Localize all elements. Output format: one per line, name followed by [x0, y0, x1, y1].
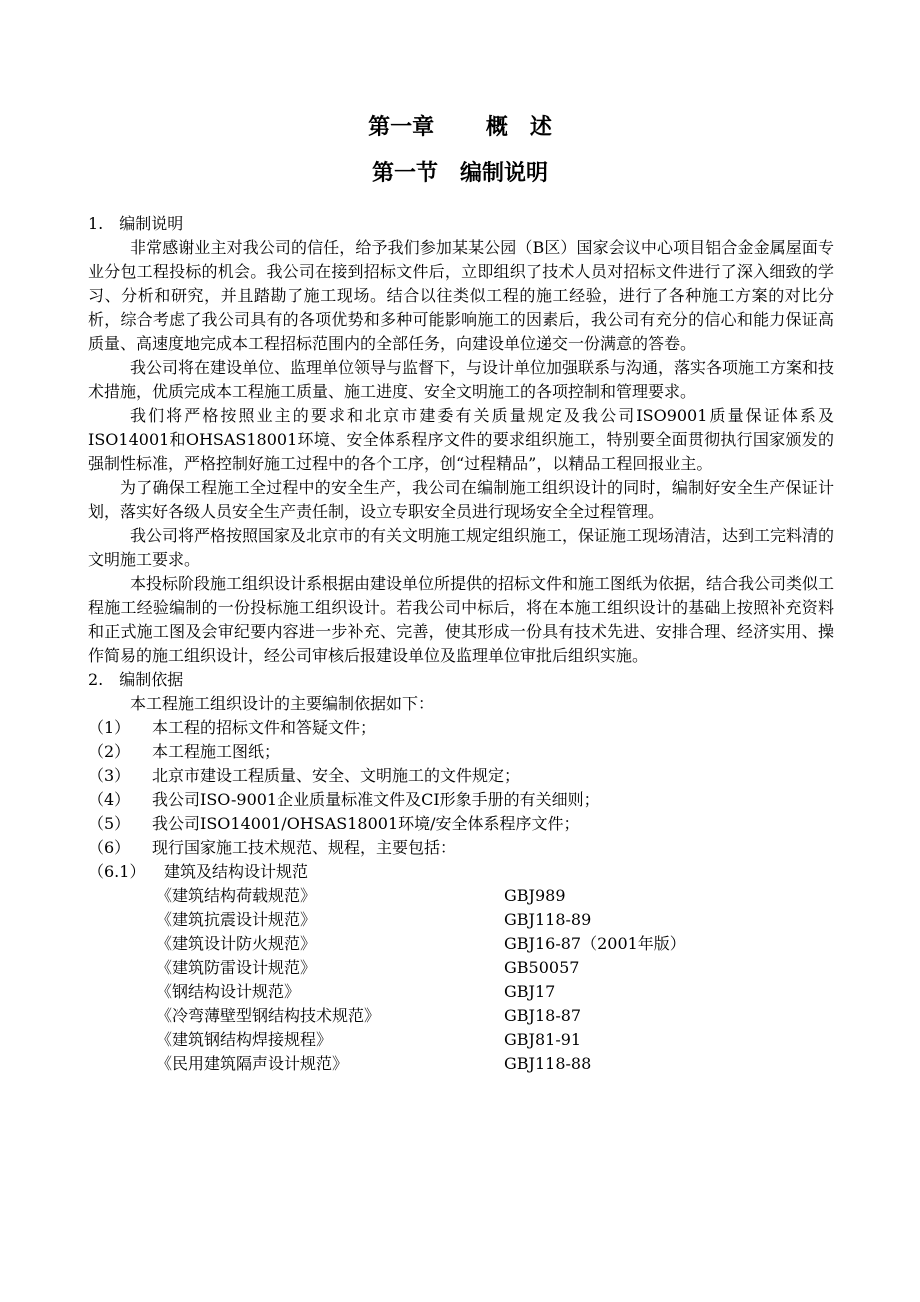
sub-heading-number: （6.1）: [88, 862, 146, 881]
spec-row: [88, 932, 834, 956]
list-item-number: （4）: [88, 790, 131, 809]
spec-name: 《建筑防雷设计规范》: [156, 958, 317, 977]
list-item: [88, 836, 834, 860]
paragraph: 我们将严格按照业主的要求和北京市建委有关质量规定及我公司ISO9001质量保证体系及ISO14001和OHSAS18001环境、安全体系程序文件的要求组织施工，特别要全面贯彻执行国家颁发的强制性标准，严格控制好施工过程中的各个工序，创“过程精品”，以精品工程回报业主。: [88, 406, 834, 473]
spec-name: 《建筑设计防火规范》: [156, 934, 317, 953]
list-item-text: 本工程施工图纸；: [152, 742, 281, 761]
section-heading-1: 1. 编制说明: [88, 214, 184, 233]
paragraph: 非常感谢业主对我公司的信任，给予我们参加某某公园（B区）国家会议中心项目铝合金金属屋面专业分包工程投标的机会。我公司在接到招标文件后，立即组织了技术人员对招标文件进行了深入细致的学习、分析和研究，并且踏勘了施工现场。结合以往类似工程的施工经验，进行了各种施工方案的对比分析，综合考虑了我公司具有的各项优势和多种可能影响施工的因素后，我公司有充分的信心和能力保证高质量、高速度地完成本工程招标范围内的全部任务，向建设单位递交一份满意的答卷。: [88, 238, 834, 353]
paragraph: 为了确保工程施工全过程中的安全生产，我公司在编制施工组织设计的同时，编制好安全生产保证计划，落实好各级人员安全生产责任制，设立专职安全员进行现场安全全过程管理。: [88, 478, 834, 521]
list-item-text: 北京市建设工程质量、安全、文明施工的文件规定；: [152, 766, 521, 785]
list-item-number: （1）: [88, 718, 131, 737]
list-item: [88, 764, 834, 788]
spec-code: GBJ18-87: [504, 1006, 582, 1025]
spec-row: [88, 1028, 834, 1052]
list-item-number: （5）: [88, 814, 131, 833]
sub-heading: [88, 860, 834, 884]
paragraph: 我公司将在建设单位、监理单位领导与监督下，与设计单位加强联系与沟通，落实各项施工方案和技术措施，优质完成本工程施工质量、施工进度、安全文明施工的各项控制和管理要求。: [88, 358, 835, 401]
spec-code: GBJ81-91: [504, 1030, 582, 1049]
spec-name: 《冷弯薄壁型钢结构技术规范》: [156, 1006, 381, 1025]
list-item-text: 我公司ISO14001/OHSAS18001环境/安全体系程序文件；: [152, 814, 580, 833]
paragraph: 我公司将严格按照国家及北京市的有关文明施工规定组织施工，保证施工现场清洁，达到工完料清的文明施工要求。: [88, 526, 835, 569]
spec-name: 《钢结构设计规范》: [156, 982, 301, 1001]
list-item: [88, 812, 834, 836]
spec-name: 《建筑结构荷载规范》: [156, 886, 317, 905]
list-item-text: 现行国家施工技术规范、规程，主要包括：: [152, 838, 457, 857]
spec-name: 《建筑钢结构焊接规程》: [156, 1030, 333, 1049]
list-item-number: （6）: [88, 838, 131, 857]
chapter-title: 第一章 概 述: [368, 114, 552, 140]
spec-code: GBJ989: [504, 886, 566, 905]
spec-name: 《建筑抗震设计规范》: [156, 910, 317, 929]
spec-row: [88, 1004, 834, 1028]
spec-code: GB50057: [504, 958, 580, 977]
list-item-number: （2）: [88, 742, 131, 761]
section-title: 第一节 编制说明: [371, 160, 548, 186]
spec-row: [88, 908, 834, 932]
spec-name: 《民用建筑隔声设计规范》: [156, 1054, 349, 1073]
section-heading-2: 2. 编制依据: [88, 670, 184, 689]
list-item-text: 我公司ISO-9001企业质量标准文件及CI形象手册的有关细则；: [152, 790, 600, 809]
spec-code: GBJ16-87（2001年版）: [504, 934, 686, 953]
spec-row: [88, 1052, 834, 1076]
spec-code: GBJ118-88: [504, 1054, 592, 1073]
document-body: [88, 212, 834, 1076]
list-item-text: 本工程的招标文件和答疑文件；: [152, 718, 377, 737]
list-item: [88, 788, 834, 812]
spec-row: [88, 956, 834, 980]
paragraph: 本工程施工组织设计的主要编制依据如下：: [130, 694, 435, 713]
list-item: [88, 716, 834, 740]
spec-row: [88, 980, 834, 1004]
spec-code: GBJ118-89: [504, 910, 592, 929]
spec-code: GBJ17: [504, 982, 556, 1001]
paragraph: 本投标阶段施工组织设计系根据由建设单位所提供的招标文件和施工图纸为依据，结合我公司类似工程施工经验编制的一份投标施工组织设计。若我公司中标后，将在本施工组织设计的基础上按照补充资料和正式施工图及会审纪要内容进一步补充、完善，使其形成一份具有技术先进、安排合理、经济实用、操作简易的施工组织设计，经公司审核后报建设单位及监理单位审批后组织实施。: [88, 574, 835, 665]
list-item-number: （3）: [88, 766, 131, 785]
spec-row: [88, 884, 834, 908]
sub-heading-text: 建筑及结构设计规范: [164, 862, 309, 881]
list-item: [88, 740, 834, 764]
